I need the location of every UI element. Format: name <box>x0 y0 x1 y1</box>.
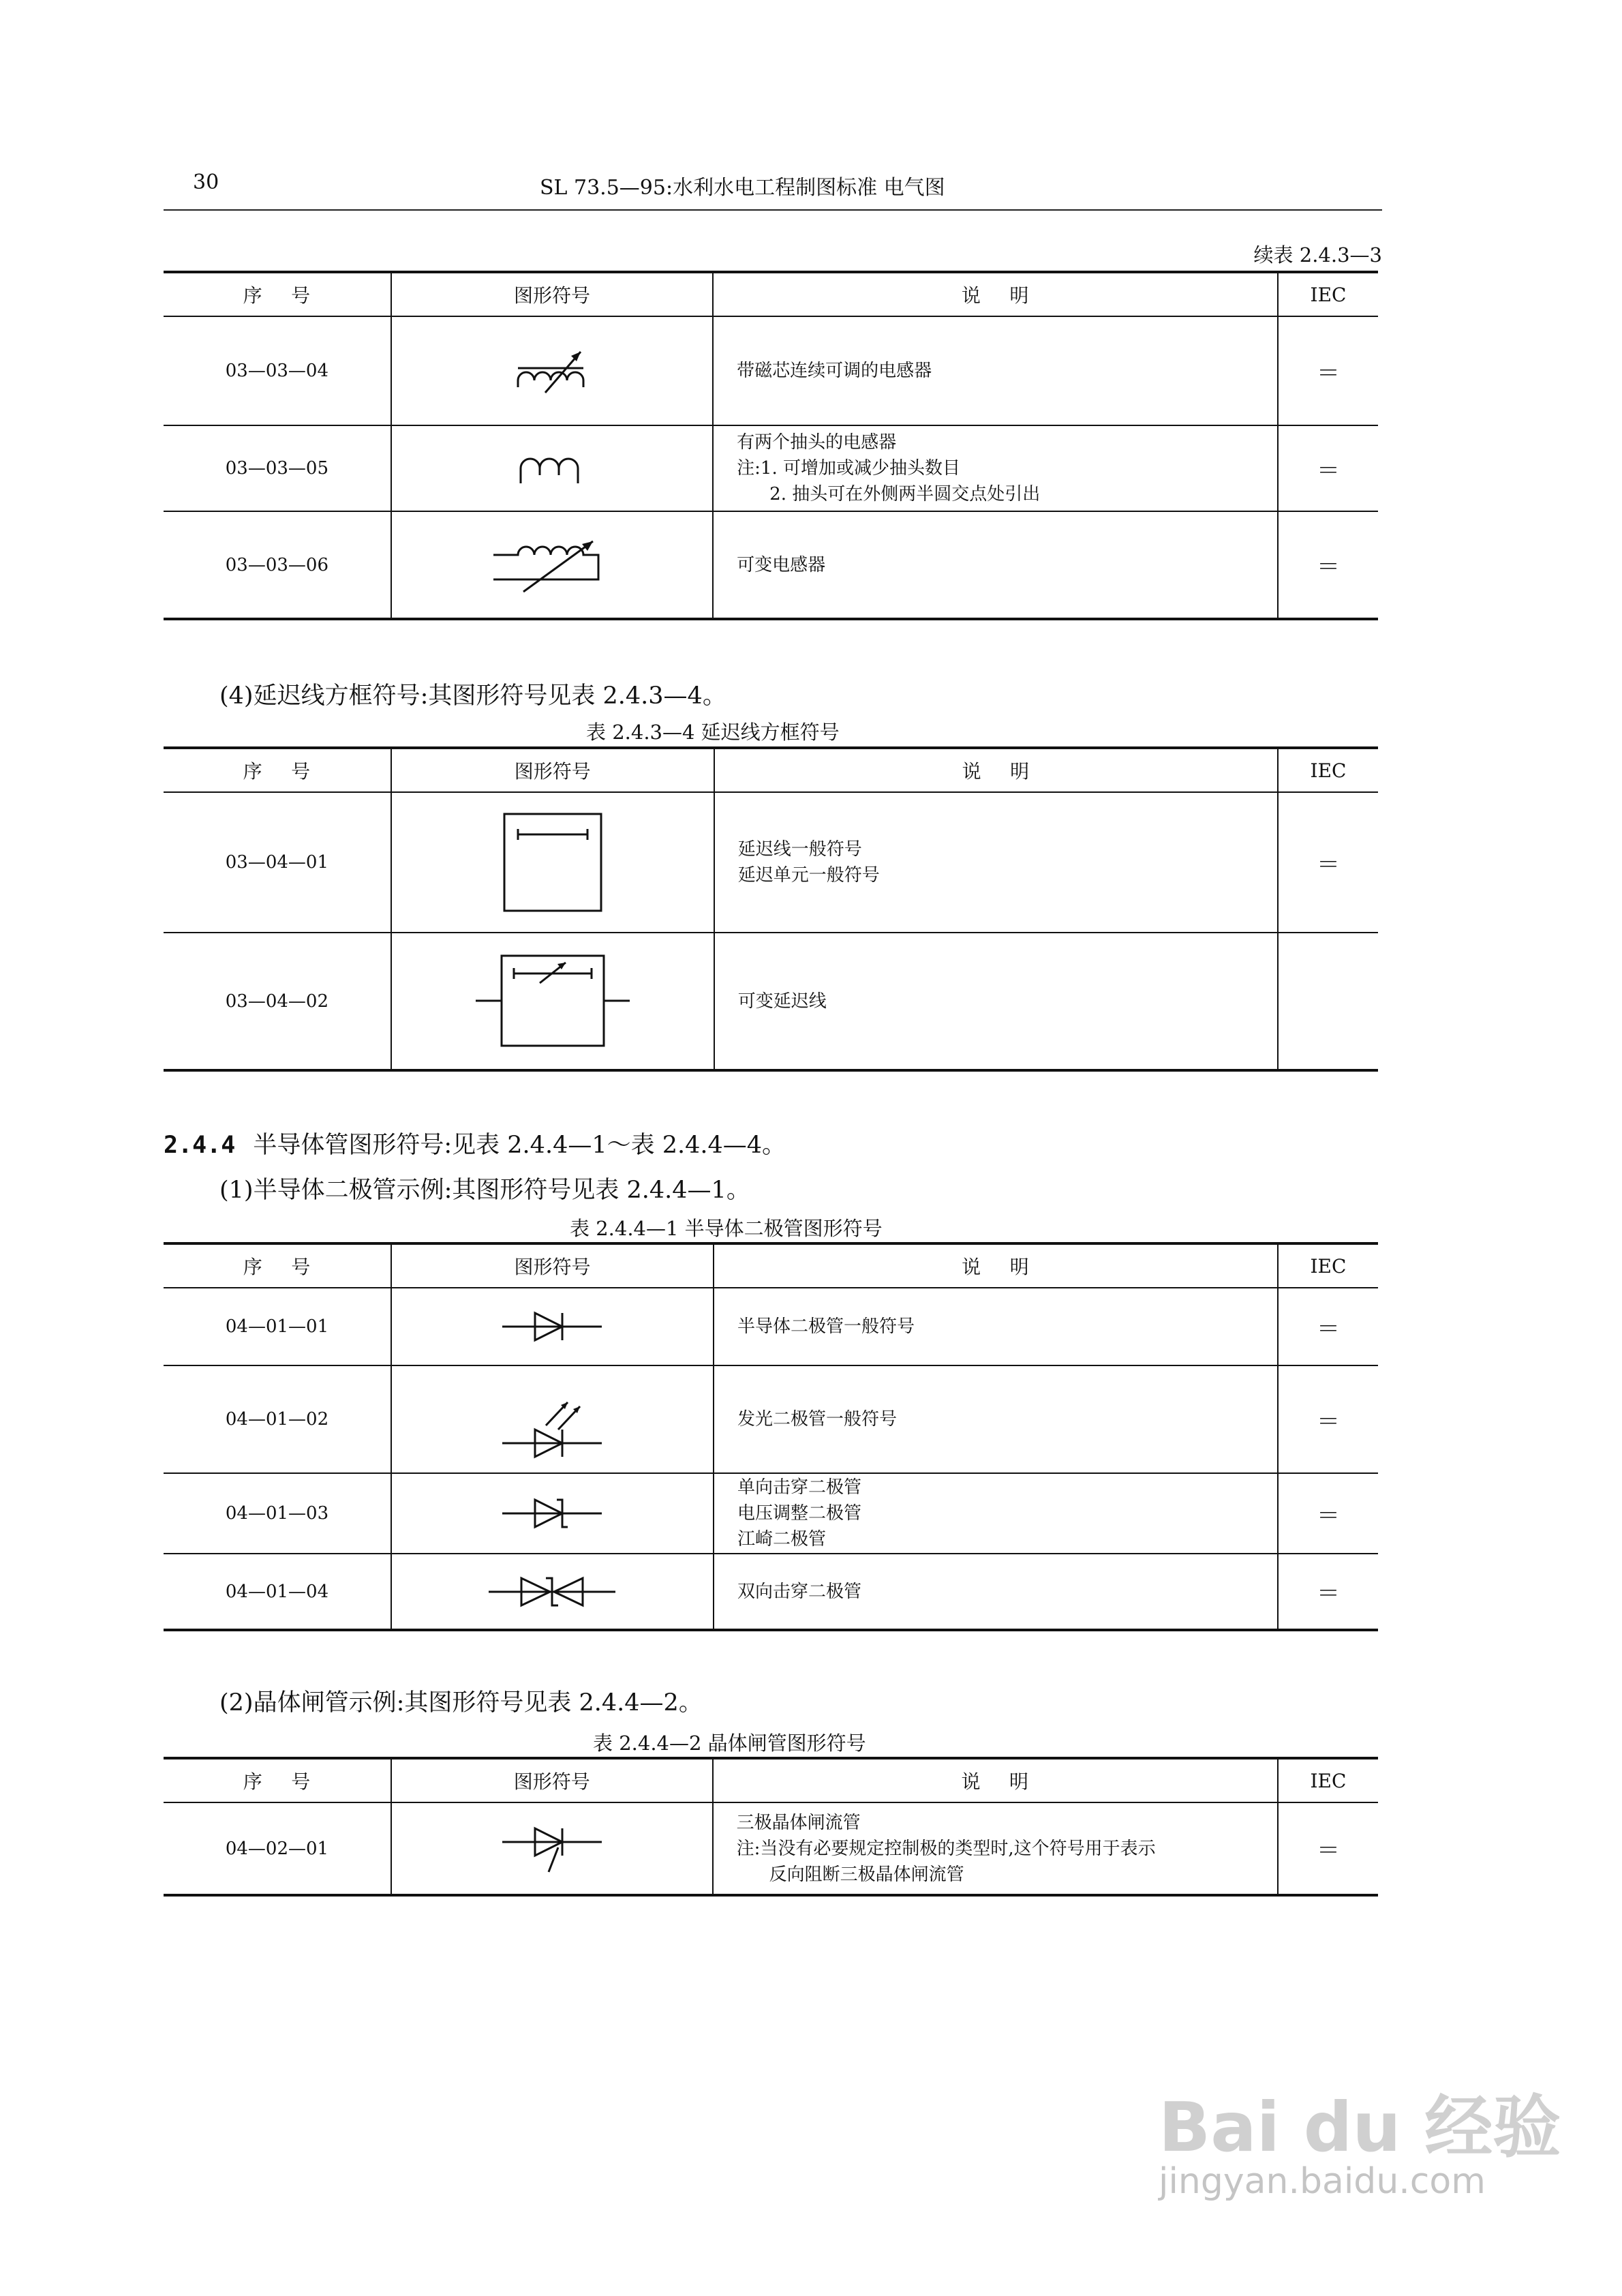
row-desc <box>714 1288 1278 1365</box>
table-header <box>164 272 1378 316</box>
col-seq: 序 号 <box>164 748 391 792</box>
row-iec: ＝ <box>1278 1554 1378 1630</box>
paragraph: (1)半导体二极管示例:其图形符号见表 2.4.4—1。 <box>219 1177 750 1204</box>
running-title: SL 73.5—95:水利水电工程制图标准 电气图 <box>540 176 945 200</box>
table-header <box>164 748 1378 792</box>
row-iec: ＝ <box>1278 425 1378 511</box>
desc-line: 江崎二极管 <box>737 1529 826 1550</box>
col-symbol: 图形符号 <box>391 1758 713 1802</box>
delay-line-icon <box>502 811 604 913</box>
col-desc: 说 明 <box>713 1758 1278 1802</box>
paragraph: (4)延迟线方框符号:其图形符号见表 2.4.3—4。 <box>219 682 726 710</box>
row-iec: ＝ <box>1278 792 1378 933</box>
page-number: 30 <box>193 170 219 194</box>
table-header <box>164 1243 1378 1288</box>
row-desc <box>714 933 1278 1070</box>
desc-line: 注:1. 可增加或减少抽头数目 <box>737 458 960 479</box>
symbol-cell <box>391 425 713 511</box>
row-iec <box>1278 933 1378 1070</box>
row-id: 03—04—01 <box>164 792 391 933</box>
col-seq: 序 号 <box>164 1243 391 1288</box>
thyristor-icon <box>501 1822 603 1876</box>
col-seq: 序 号 <box>164 272 391 316</box>
paragraph: (2)晶体闸管示例:其图形符号见表 2.4.4—2。 <box>219 1689 703 1717</box>
desc-line: 有两个抽头的电感器 <box>737 432 897 453</box>
desc-line: 延迟线一般符号 <box>737 839 862 860</box>
table2-caption: 表 2.4.3—4 延迟线方框符号 <box>586 721 840 744</box>
col-symbol: 图形符号 <box>391 272 713 316</box>
row-iec: ＝ <box>1278 316 1378 425</box>
desc-line: 注:当没有必要规定控制极的类型时,这个符号用于表示 <box>736 1838 1156 1859</box>
row-id: 04—01—04 <box>164 1554 391 1630</box>
col-desc: 说 明 <box>714 1243 1278 1288</box>
variable-delay-line-icon <box>474 950 631 1053</box>
desc-line: 延迟单元一般符号 <box>737 865 880 886</box>
section-text: 半导体管图形符号:见表 2.4.4—1～表 2.4.4—4。 <box>253 1132 786 1159</box>
table-row <box>164 933 1378 1070</box>
table-header <box>164 1758 1378 1802</box>
row-iec: ＝ <box>1278 1365 1378 1473</box>
col-iec: IEC <box>1278 748 1378 792</box>
col-symbol: 图形符号 <box>391 1243 714 1288</box>
desc-line: 双向击穿二极管 <box>737 1581 861 1602</box>
col-desc: 说 明 <box>713 272 1278 316</box>
adjustable-core-inductor-icon <box>504 344 600 398</box>
col-symbol: 图形符号 <box>391 748 714 792</box>
row-desc <box>713 511 1278 619</box>
table3-caption: 表 2.4.4—1 半导体二极管图形符号 <box>570 1217 883 1240</box>
table2 <box>164 746 1378 1072</box>
desc-line: 单向击穿二极管 <box>737 1477 861 1498</box>
col-iec: IEC <box>1278 1758 1378 1802</box>
desc-line: 发光二极管一般符号 <box>737 1409 897 1430</box>
table-row <box>164 316 1378 425</box>
symbol-cell <box>391 1473 714 1554</box>
row-id: 04—01—03 <box>164 1473 391 1554</box>
table1-caption: 续表 2.4.3—3 <box>1253 243 1382 267</box>
row-id: 03—03—06 <box>164 511 391 619</box>
row-id: 03—03—04 <box>164 316 391 425</box>
table-row <box>164 1288 1378 1365</box>
table4-caption: 表 2.4.4—2 晶体闸管图形符号 <box>593 1732 866 1755</box>
table-row <box>164 1473 1378 1554</box>
table3 <box>164 1242 1378 1631</box>
symbol-cell <box>391 1365 714 1473</box>
tapped-inductor-icon <box>511 448 593 489</box>
symbol-cell <box>391 792 714 933</box>
row-desc <box>714 1365 1278 1473</box>
symbol-cell <box>391 511 713 619</box>
desc-line: 反向阻断三极晶体闸流管 <box>769 1864 964 1885</box>
row-desc <box>713 425 1278 511</box>
col-desc: 说 明 <box>714 748 1278 792</box>
section-number: 2.4.4 <box>164 1132 236 1159</box>
desc-line: 可变电感器 <box>737 554 826 575</box>
symbol-cell <box>391 316 713 425</box>
table-row <box>164 1802 1378 1895</box>
col-iec: IEC <box>1278 272 1378 316</box>
row-id: 03—04—02 <box>164 933 391 1070</box>
row-desc <box>714 1473 1278 1554</box>
desc-line: 可变延迟线 <box>737 991 827 1012</box>
symbol-cell <box>391 1288 714 1365</box>
desc-line: 半导体二极管一般符号 <box>737 1316 915 1337</box>
row-id: 03—03—05 <box>164 425 391 511</box>
row-iec: ＝ <box>1278 1288 1378 1365</box>
row-desc <box>713 316 1278 425</box>
bidirectional-diode-icon <box>487 1571 617 1612</box>
table-row <box>164 792 1378 933</box>
variable-inductor-icon <box>491 534 613 596</box>
col-seq: 序 号 <box>164 1758 391 1802</box>
led-icon <box>501 1375 603 1464</box>
zener-diode-icon <box>501 1493 603 1534</box>
col-iec: IEC <box>1278 1243 1378 1288</box>
section-heading <box>164 1126 786 1160</box>
row-iec: ＝ <box>1278 1802 1378 1895</box>
watermark-brand: Bai du 经验 <box>1159 2087 1561 2167</box>
row-desc <box>714 792 1278 933</box>
row-desc <box>713 1802 1278 1895</box>
row-iec: ＝ <box>1278 1473 1378 1554</box>
desc-line: 三极晶体闸流管 <box>736 1812 861 1833</box>
table-row <box>164 511 1378 619</box>
diode-icon <box>501 1306 603 1347</box>
row-id: 04—01—01 <box>164 1288 391 1365</box>
table-row <box>164 1554 1378 1630</box>
desc-line: 2. 抽头可在外侧两半圆交点处引出 <box>769 484 1041 504</box>
row-desc <box>714 1554 1278 1630</box>
desc-line: 带磁芯连续可调的电感器 <box>737 361 932 381</box>
symbol-cell <box>391 1802 713 1895</box>
table-row <box>164 425 1378 511</box>
watermark-url: jingyan.baidu.com <box>1159 2161 1486 2202</box>
symbol-cell <box>391 1554 714 1630</box>
table-row <box>164 1365 1378 1473</box>
symbol-cell <box>391 933 714 1070</box>
row-iec: ＝ <box>1278 511 1378 619</box>
table1 <box>164 271 1378 620</box>
desc-line: 电压调整二极管 <box>737 1503 861 1524</box>
table4 <box>164 1757 1378 1897</box>
row-id: 04—02—01 <box>164 1802 391 1895</box>
header-rule <box>164 209 1382 211</box>
row-id: 04—01—02 <box>164 1365 391 1473</box>
